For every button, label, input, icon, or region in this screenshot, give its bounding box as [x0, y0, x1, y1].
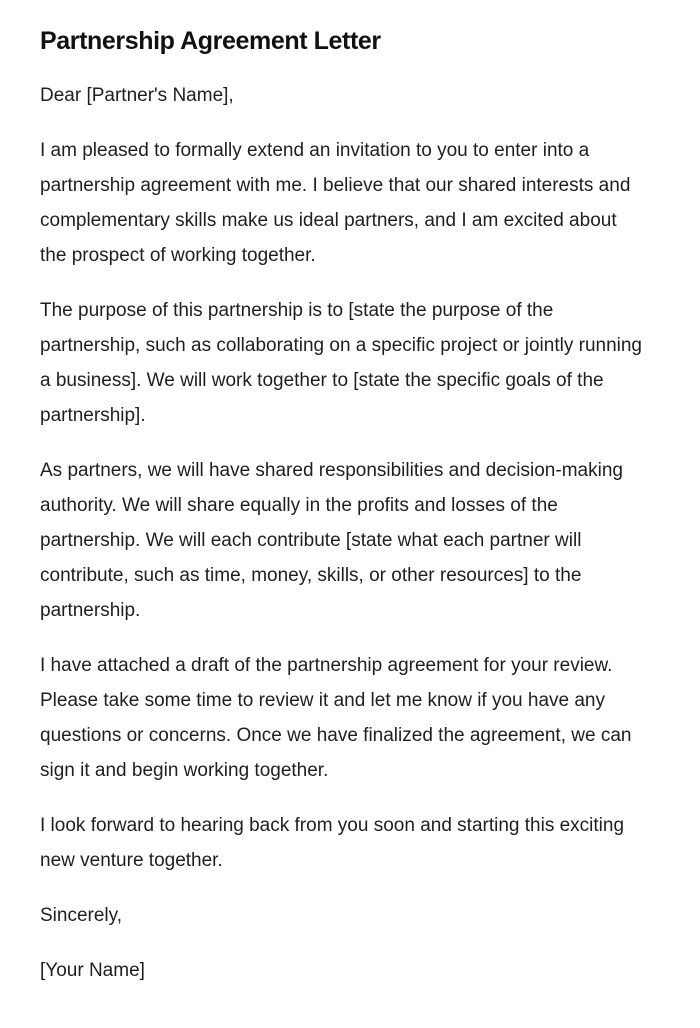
letter-closing: Sincerely, [40, 905, 123, 926]
letter-signature: [Your Name] [40, 960, 145, 981]
letter-salutation: Dear [Partner's Name], [40, 85, 234, 106]
letter-paragraph-purpose: The purpose of this partnership is to [state the purpose of the partnership, such as collaborating on a specific project or jointly running a business]. We will work together to [state the specific goals of the partnership]. [40, 300, 642, 426]
letter-title: Partnership Agreement Letter [40, 27, 381, 55]
letter-document [40, 22, 645, 988]
letter-paragraph-responsibilities: As partners, we will have shared responsibilities and decision-making authority. We will share equally in the profits and losses of the partnership. We will each contribute [state what each partner will contribute, such as time, money, skills, or other resources] to the partnership. [40, 460, 623, 621]
letter-paragraph-draft-review: I have attached a draft of the partnership agreement for your review. Please take some time to review it and let me know if you have any questions or concerns. Once we have finalized the agreement, we can sign it and begin working together. [40, 655, 632, 781]
letter-paragraph-closing-remark: I look forward to hearing back from you soon and starting this exciting new venture together. [40, 815, 625, 871]
letter-paragraph-intro: I am pleased to formally extend an invitation to you to enter into a partnership agreement with me. I believe that our shared interests and complementary skills make us ideal partners, and I am excited about the prospect of working together. [40, 140, 631, 266]
